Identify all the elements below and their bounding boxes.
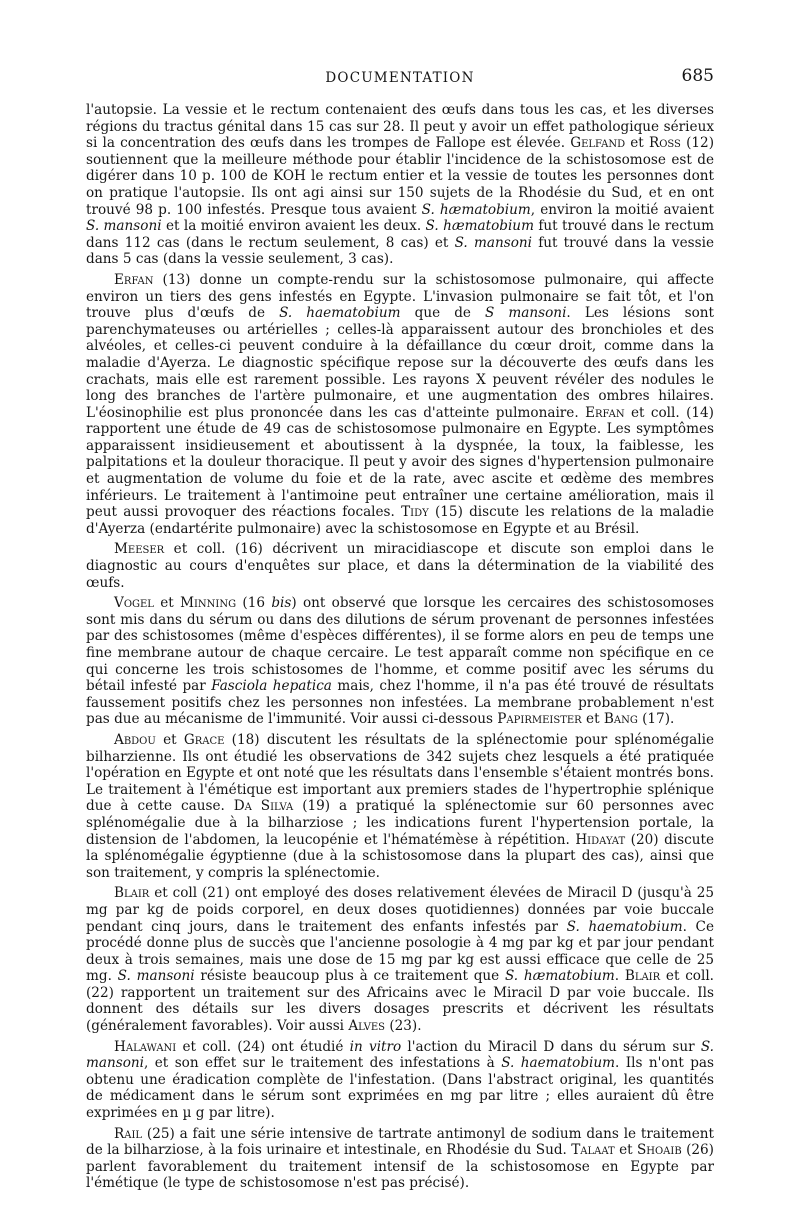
- paragraph: [86, 1039, 714, 1122]
- italic-term: S. haematobium: [279, 305, 401, 322]
- author-name: Grace: [183, 731, 225, 748]
- text-run: (20) discute la splénomégalie égyptienne (due à la schistosomose dans la plupart des cas), ainsi que son traitement, y compris la splénectomie.: [86, 831, 714, 881]
- paragraph: [86, 541, 714, 591]
- text-run: (25) a fait une série intensive de tartrate antimonyl de sodium dans le traitement de la bilharziose, à la fois urinaire et intestinale, en Rhodésie du Sud.: [86, 1125, 714, 1159]
- page-number: 685: [681, 66, 714, 86]
- paragraph: [86, 102, 714, 268]
- text-run: fut trouvé dans le rectum dans 112 cas (dans le rectum seulement, 8 cas) et: [86, 218, 714, 251]
- text-run: et: [614, 1142, 637, 1159]
- text-run: l'autopsie. La vessie et le rectum contenaient des œufs dans tous les cas, et les diverses régions du tractus génital dans 15 cas sur 28. Il peut y avoir un effet pathologique sérieux si la concentration des œufs dans les trompes de Fallope est élevée.: [86, 102, 714, 152]
- author-name: Vogel: [114, 595, 154, 612]
- text-run: et: [581, 711, 604, 728]
- author-name: Gelfand: [570, 135, 626, 152]
- author-name: Halawani: [114, 1038, 177, 1055]
- author-name: Minning: [180, 595, 237, 612]
- text-run: résiste beaucoup plus à ce traitement que: [194, 968, 505, 985]
- italic-term: S. mansoni: [86, 1038, 714, 1072]
- text-run: l'action du Miracil D dans du sérum sur: [401, 1038, 701, 1055]
- text-run: et: [153, 595, 181, 612]
- text-run: (12) soutiennent que la meilleure méthode pour établir l'incidence de la schistosomose est de digérer dans 10 p. 100 de KOH le rectum entier et la vessie de toutes les personnes dont on pratique l'autopsie. Ils ont agi ainsi sur 150 sujets de la Rhodésie du Sud, et en ont trouvé 98 p. 100 infestés. Presque tous avaient: [86, 135, 714, 218]
- text-run: et coll. (22) rapportent un traitement sur des Africains avec le Miracil D par voie buccale. Ils donnent des détails sur les divers dosages prescrits et décrivent les résultats (généralement favorables). Voir aussi: [86, 968, 715, 1035]
- paragraph: [86, 595, 714, 728]
- italic-term: S. hæmatobium: [421, 201, 531, 218]
- author-name: Alves: [348, 1018, 385, 1035]
- paragraph: [86, 885, 714, 1034]
- text-run: et coll (21) ont employé des doses relativement élevées de Miracil D (jusqu'à 25 mg par kg de poids corporel, en deux doses quotidiennes) données par voie buccale pendant cinq jours, dans le traitement des enfants infestés par: [86, 885, 714, 935]
- page-header: [86, 66, 714, 92]
- italic-term: S. mansoni: [117, 968, 195, 985]
- author-name: Rail: [114, 1125, 143, 1142]
- author-name: Bang: [603, 711, 638, 728]
- text-run: que de: [400, 305, 486, 322]
- text-run: (15) discute les relations de la maladie d'Ayerza (endartérite pulmonaire) avec la schistosomose en Egypte et au Brésil.: [86, 504, 714, 537]
- author-name: Hidayat: [575, 831, 626, 848]
- text-run: (16: [236, 595, 272, 612]
- running-title: DOCUMENTATION: [325, 70, 475, 86]
- text-run: et: [625, 135, 649, 152]
- text-run: et la moitié environ avaient les deux.: [161, 218, 426, 235]
- text-run: et coll. (24) ont étudié: [176, 1038, 350, 1055]
- text-run: .: [614, 968, 625, 985]
- text-run: et coll. (16) décrivent un miracidiascope et discute son emploi dans le diagnostic au cours d'enquêtes sur place, et dans la détermination de la viabilité des œufs.: [86, 541, 714, 591]
- paragraph: [86, 272, 714, 538]
- author-name: Erfan: [585, 404, 625, 421]
- body-text: [86, 102, 714, 1192]
- italic-term: S. mansoni: [454, 234, 532, 251]
- text-run: (23).: [385, 1018, 422, 1035]
- author-name: Erfan: [114, 271, 154, 288]
- text-run: mais, chez l'homme, il n'a pas été trouvé de résultats faussement positifs chez les personnes non infestées. La membrane probablement n'est pas due au mécanisme de l'immunité. Voir aussi ci-dessous: [86, 678, 714, 728]
- author-name: Tidy: [401, 504, 429, 521]
- text-run: (26) parlent favorablement du traitement intensif de la schistosomose en Egypte par l'émétique (le type de schistosomose n'est pas précisé).: [86, 1142, 714, 1192]
- italic-term: S. haematobium: [501, 1055, 616, 1072]
- italic-term: S. hæmatobium: [425, 218, 534, 235]
- author-name: Abdou: [114, 731, 156, 748]
- text-run: et: [155, 731, 184, 748]
- text-run: . Ils n'ont pas obtenu une éradication complète de l'infestation. (Dans l'abstract original, les quantités de médicament dans le sérum sont exprimées en mg par litre ; elles auraient dû être exprimées en µ g par litre).: [86, 1055, 714, 1122]
- text-run: et coll. (14) rapportent une étude de 49 cas de schistosomose pulmonaire en Egypte. Les symptômes apparaissent insidieusement et aboutissent à la dyspnée, la toux, la faiblesse, les palpitations et la douleur thoracique. Il peut y avoir des signes d'hypertension pulmonaire et augmentation de volume du foie et de la rate, avec ascite et œdème des membres inférieurs. Le traitement à l'antimoine peut entraîner une certaine amélioration, mais il peut aussi provoquer des réactions focales.: [86, 404, 714, 521]
- author-name: Papirmeister: [497, 711, 582, 728]
- author-name: Blair: [624, 968, 661, 985]
- author-name: Shoaib: [636, 1142, 682, 1159]
- text-run: ) ont observé que lorsque les cercaires des schistosomoses sont mis dans du sérum ou dans des dilutions de sérum provenant de personnes infestées par des schistosomes (même d'espèces différentes), il se forme alors en peu de temps une fine membrane autour de chaque cercaire. Le test apparaît comme non spécifique en ce qui concerne les trois schistosomes de l'homme, et comme positif avec les sérums du bétail infesté par: [86, 595, 714, 695]
- text-run: , et son effet sur le traitement des infestations à: [144, 1055, 502, 1072]
- italic-term: S mansoni: [485, 305, 567, 322]
- italic-term: bis: [271, 595, 292, 612]
- text-run: , environ la moitié avaient: [530, 201, 714, 218]
- italic-term: in vitro: [349, 1038, 402, 1055]
- author-name: Ross: [648, 135, 681, 152]
- italic-term: S. haematobium: [566, 918, 683, 935]
- author-name: Da Silva: [233, 798, 294, 815]
- text-run: (18) discutent les résultats de la splénectomie pour splénomégalie bilharzienne. Ils ont étudié les observations de 342 sujets chez lesquels a été pratiquée l'opération en Egypte et ont noté que les résultats dans l'ensemble s'étaient montrés bons. Le traitement à l'émétique est important aux premiers stades de l'hypertrophie splénique due à cette cause.: [86, 731, 714, 815]
- text-run: (13) donne un compte-rendu sur la schistosomose pulmonaire, qui affecte environ un tiers des gens infestés en Egypte. L'invasion pulmonaire se fait tôt, et l'on trouve plus d'œufs de: [86, 271, 714, 322]
- author-name: Blair: [114, 885, 150, 902]
- text-run: (19) a pratiqué la splénectomie sur 60 personnes avec splénomégalie due à la bilharziose ; les indications furent l'hypertension portale, la distension de l'abdomen, la leucopénie et l'hématémèse à répétition.: [86, 798, 714, 848]
- italic-term: S. hæmatobium: [504, 968, 615, 985]
- text-run: (17).: [637, 711, 675, 728]
- italic-term: S. mansoni: [86, 218, 162, 235]
- text-run: . Ce procédé donne plus de succès que l'ancienne posologie à 4 mg par kg et par jour pendant deux à trois semaines, mais une dose de 15 mg par kg est aussi efficace que celle de 25 mg.: [86, 918, 714, 985]
- text-run: . Les lésions sont parenchymateuses ou artérielles ; celles-là apparaissent autour des bronchioles et des alvéoles, et celles-ci peuvent conduire à la défaillance du cœur droit, comme dans la maladie d'Ayerza. Le diagnostic spécifique repose sur la découverte des œufs dans les crachats, mais elle est rarement possible. Les rayons X peuvent révéler des nodules le long des branches de l'artère pulmonaire, et une augmentation des ombres hilaires. L'éosinophilie est plus prononcée dans les cas d'atteinte pulmonaire.: [86, 305, 715, 421]
- paragraph: [86, 1126, 714, 1192]
- paragraph: [86, 732, 714, 881]
- text-run: fut trouvé dans la vessie dans 5 cas (dans la vessie seulement, 3 cas).: [86, 234, 714, 268]
- italic-term: Fasciola hepatica: [211, 678, 332, 695]
- author-name: Talaat: [571, 1142, 615, 1159]
- author-name: Meeser: [114, 541, 165, 558]
